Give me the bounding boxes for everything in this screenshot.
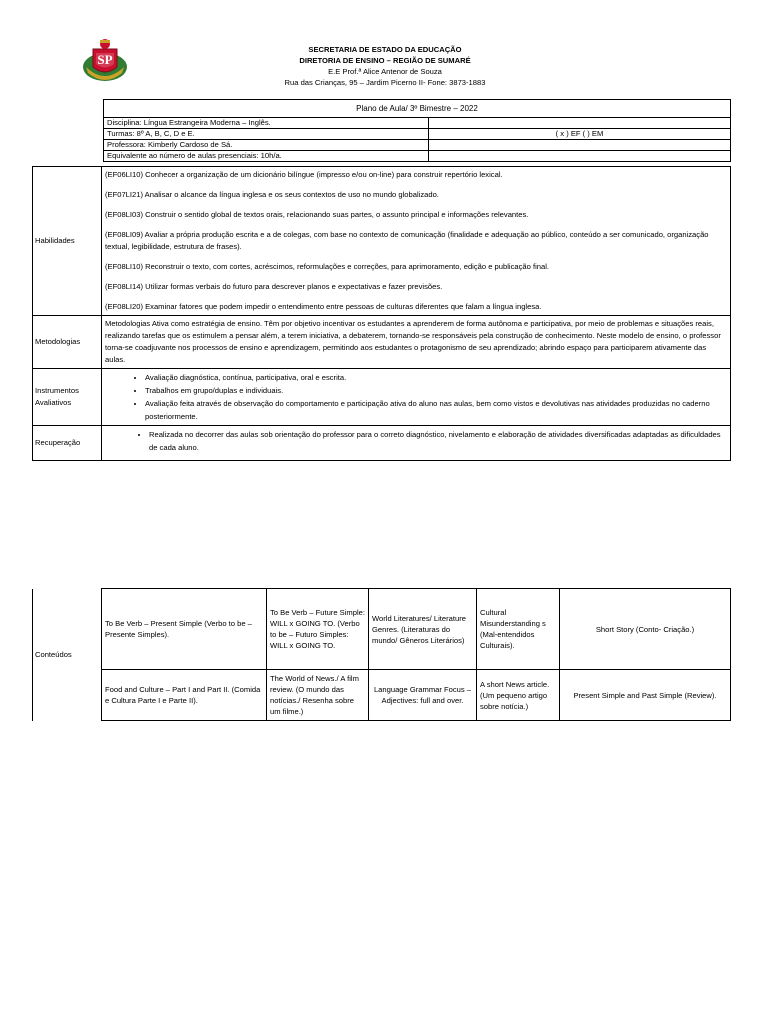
conteudo-cell: Short Story (Conto- Criação.) bbox=[560, 589, 731, 670]
recuperacao-list bbox=[102, 426, 731, 461]
conteudo-cell: Food and Culture – Part I and Part II. (Comida e Cultura Parte I e Parte II). bbox=[102, 670, 267, 721]
sao-paulo-coat-of-arms-logo bbox=[80, 37, 130, 87]
disciplina: Disciplina: Língua Estrangeira Moderna – Inglês. bbox=[104, 118, 429, 129]
logo-initials: SP bbox=[97, 52, 113, 67]
header-secretaria: SECRETARIA DE ESTADO DA EDUCAÇÃO bbox=[308, 45, 462, 54]
habilidades-label: Habilidades bbox=[33, 167, 102, 316]
metodologias-label: Metodologias bbox=[33, 316, 102, 369]
empty-cell bbox=[429, 151, 731, 162]
conteudo-cell: To Be Verb – Future Simple: WILL x GOING TO. (Verbo to be – Futuro Simples: WILL x GOING TO. bbox=[267, 589, 369, 670]
empty-cell bbox=[429, 140, 731, 151]
conteudo-cell: A short News article. (Um pequeno artigo sobre notícia.) bbox=[477, 670, 560, 721]
habilidade-item: (EF08LI20) Examinar fatores que podem impedir o entendimento entre pessoas de culturas diferentes que falam a língua inglesa. bbox=[105, 302, 542, 311]
plan-title: Plano de Aula/ 3º Bimestre – 2022 bbox=[104, 100, 731, 118]
conteudo-cell: World Literatures/ Literature Genres. (Literaturas do mundo/ Gêneros Literários) bbox=[369, 589, 477, 670]
recuperacao-item: • Realizada no decorrer das aulas sob orientação do professor para o correto diagnóstico, nivelamento e elaboração de atividades diversificadas adaptadas as dificuldades de cada aluno. bbox=[149, 428, 727, 454]
turmas: Turmas: 8º A, B, C, D e E. bbox=[104, 129, 429, 140]
recuperacao-label: Recuperação bbox=[33, 426, 102, 461]
instrumentos-label: Instrumentos Avaliativos bbox=[33, 369, 102, 426]
nivel-ensino: ( x ) EF ( ) EM bbox=[429, 129, 731, 140]
header-address: Rua das Crianças, 95 – Jardim Picerno II- Fone: 3873-1883 bbox=[284, 78, 486, 87]
habilidade-item: (EF08LI10) Reconstruir o texto, com cortes, acréscimos, reformulações e correções, para aprimoramento, edição e publicação final. bbox=[105, 262, 550, 271]
habilidade-item: (EF08LI14) Utilizar formas verbais do futuro para descrever planos e expectativas e fazer previsões. bbox=[105, 282, 443, 291]
habilidade-item: (EF08LI09) Avaliar a própria produção escrita e a de colegas, com base no contexto de comunicação (finalidade e adequação ao público, conteúdo a ser comunicado, organização textual, legibilidade, estrutura de frases). bbox=[105, 230, 709, 251]
equivalente-aulas: Equivalente ao número de aulas presenciais: 10h/a. bbox=[104, 151, 429, 162]
header-diretoria: DIRETORIA DE ENSINO – REGIÃO DE SUMARÉ bbox=[299, 56, 471, 65]
habilidade-item: (EF07LI21) Analisar o alcance da língua inglesa e os seus contextos de uso no mundo globalizado. bbox=[105, 190, 439, 199]
habilidade-item: (EF06LI10) Conhecer a organização de um dicionário bilíngue (impresso e/ou on-line) para construir repertório lexical. bbox=[105, 170, 503, 179]
instrumento-item: • Avaliação feita através de observação do comportamento e participação ativa do aluno nas aulas, bem como vistos e devolutivas nas atividades produzidas no caderno posteriormente. bbox=[145, 397, 727, 423]
conteudos-label: Conteúdos bbox=[33, 589, 102, 721]
habilidade-item: (EF08LI03) Construir o sentido global de textos orais, relacionando suas partes, o assunto principal e informações relevantes. bbox=[105, 210, 529, 219]
empty-cell bbox=[429, 118, 731, 129]
conteudo-cell: Language Grammar Focus – Adjectives: full and over. bbox=[369, 670, 477, 721]
habilidades-list bbox=[102, 167, 731, 316]
instrumento-item: • Avaliação diagnóstica, contínua, participativa, oral e escrita. bbox=[145, 371, 727, 384]
conteudos-table bbox=[32, 588, 731, 721]
instrumentos-list bbox=[102, 369, 731, 426]
conteudo-cell: To Be Verb – Present Simple (Verbo to be – Presente Simples). bbox=[102, 589, 267, 670]
plan-details-table bbox=[32, 166, 731, 461]
school-header bbox=[250, 44, 520, 88]
conteudo-cell: Cultural Misunderstanding s (Mal-entendidos Culturais). bbox=[477, 589, 560, 670]
plan-info-table bbox=[103, 99, 731, 162]
metodologias-text: Metodologias Ativa como estratégia de ensino. Têm por objetivo incentivar os estudantes a aprenderem de forma autônoma e participativa, por meio de problemas e situações reais, realizando tarefas que os estimulem a pensar além, a terem iniciativa, a debaterem, tornando-se responsáveis pela construção de conhecimento. Neste modelo de ensino, o professor torna-se coadjuvante nos processos de ensino e aprendizagem, permitindo aos estudantes o protagonismo de seu aprendizado; abrindo espaço para participarem ativamente das aulas. bbox=[102, 316, 731, 369]
conteudo-cell: The World of News./ A film review. (O mundo das notícias./ Resenha sobre um filme.) bbox=[267, 670, 369, 721]
professora: Professora: Kimberly Cardoso de Sá. bbox=[104, 140, 429, 151]
instrumento-item: • Trabalhos em grupo/duplas e individuais. bbox=[145, 384, 727, 397]
conteudo-cell: Present Simple and Past Simple (Review). bbox=[560, 670, 731, 721]
header-school-name: E.E Prof.ª Alice Antenor de Souza bbox=[328, 67, 442, 76]
